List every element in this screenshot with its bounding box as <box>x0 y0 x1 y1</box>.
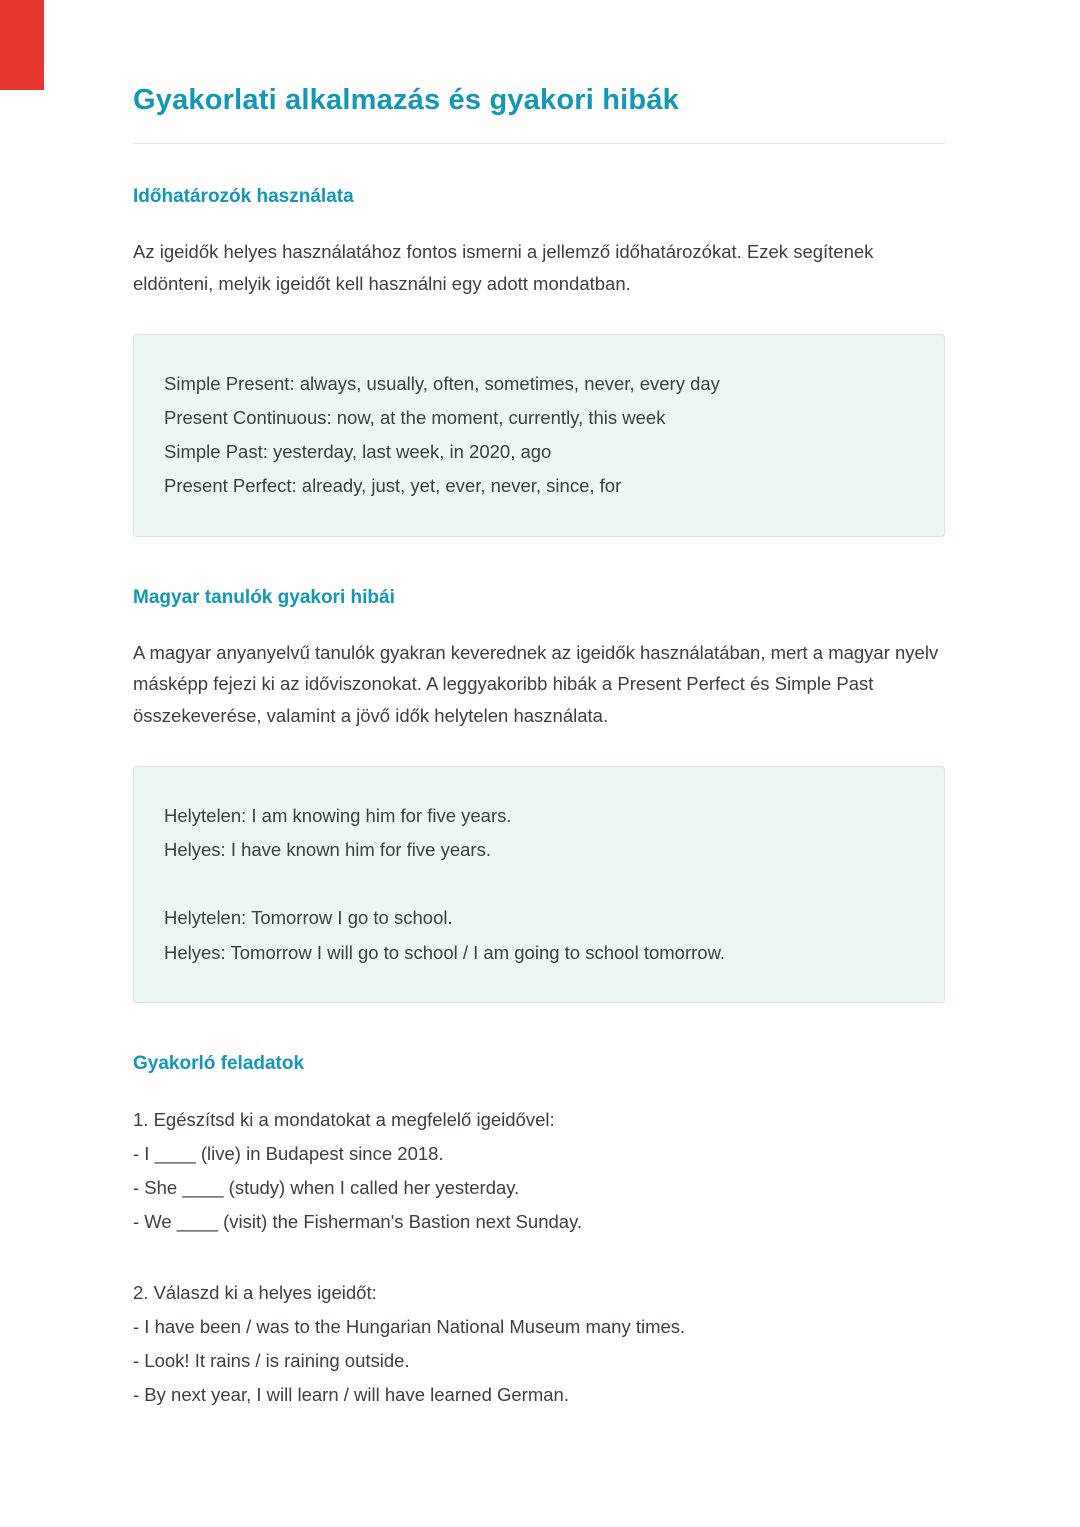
callout-line: Simple Past: yesterday, last week, in 2020, ago <box>164 441 552 463</box>
exercise-2-item: - I have been / was to the Hungarian National Museum many times. <box>133 1315 686 1337</box>
exercise-2-item: - Look! It rains / is raining outside. <box>133 1350 410 1372</box>
paragraph-common-mistakes: A magyar anyanyelvű tanulók gyakran keverednek az igeidők használatában, mert a magyar nyelv másképp fejezi ki az időviszonokat. A leggyakoribb hibák a Present Perfect és Simple Past összekeverése, valamint a jövő idők helytelen használata. <box>133 641 939 727</box>
section-heading-practice: Gyakorló feladatok <box>133 1052 305 1074</box>
section-common-mistakes <box>133 587 945 1003</box>
exercise-1-item: - I ____ (live) in Budapest since 2018. <box>133 1143 444 1165</box>
callout-tense-adverbs <box>133 334 945 537</box>
callout-line: Helytelen: I am knowing him for five years. <box>164 804 512 826</box>
section-time-adverbs <box>133 186 945 537</box>
callout-line: Present Perfect: already, just, yet, ever, never, since, for <box>164 475 622 497</box>
callout-line: Helyes: I have known him for five years. <box>164 839 491 861</box>
callout-line: Helyes: Tomorrow I will go to school / I am going to school tomorrow. <box>164 941 726 963</box>
example-group-1 <box>164 799 914 867</box>
exercise-2-intro: 2. Válaszd ki a helyes igeidőt: <box>133 1281 377 1303</box>
exercise-1 <box>133 1103 945 1240</box>
exercise-1-item: - She ____ (study) when I called her yesterday. <box>133 1177 520 1199</box>
example-group-2 <box>164 901 914 969</box>
section-practice <box>133 1053 945 1413</box>
exercise-2-item: - By next year, I will learn / will have learned German. <box>133 1384 569 1406</box>
section-heading-time-adverbs: Időhatározók használata <box>133 186 354 207</box>
exercise-1-intro: 1. Egészítsd ki a mondatokat a megfelelő igeidővel: <box>133 1108 555 1130</box>
callout-line: Simple Present: always, usually, often, sometimes, never, every day <box>164 372 720 394</box>
page-title: Gyakorlati alkalmazás és gyakori hibák <box>133 84 679 116</box>
exercise-2 <box>133 1276 945 1413</box>
paragraph-time-adverbs: Az igeidők helyes használatához fontos ismerni a jellemző időhatározókat. Ezek segítenek eldönteni, melyik igeidőt kell használni egy adott mondatban. <box>133 241 874 294</box>
callout-line: Present Continuous: now, at the moment, currently, this week <box>164 406 666 428</box>
exercise-1-item: - We ____ (visit) the Fisherman's Bastion next Sunday. <box>133 1211 583 1233</box>
callout-line: Helytelen: Tomorrow I go to school. <box>164 907 453 929</box>
red-corner-mark <box>0 0 44 90</box>
section-heading-common-mistakes: Magyar tanulók gyakori hibái <box>133 586 395 608</box>
title-divider <box>133 143 945 144</box>
callout-mistake-examples <box>133 766 945 1003</box>
